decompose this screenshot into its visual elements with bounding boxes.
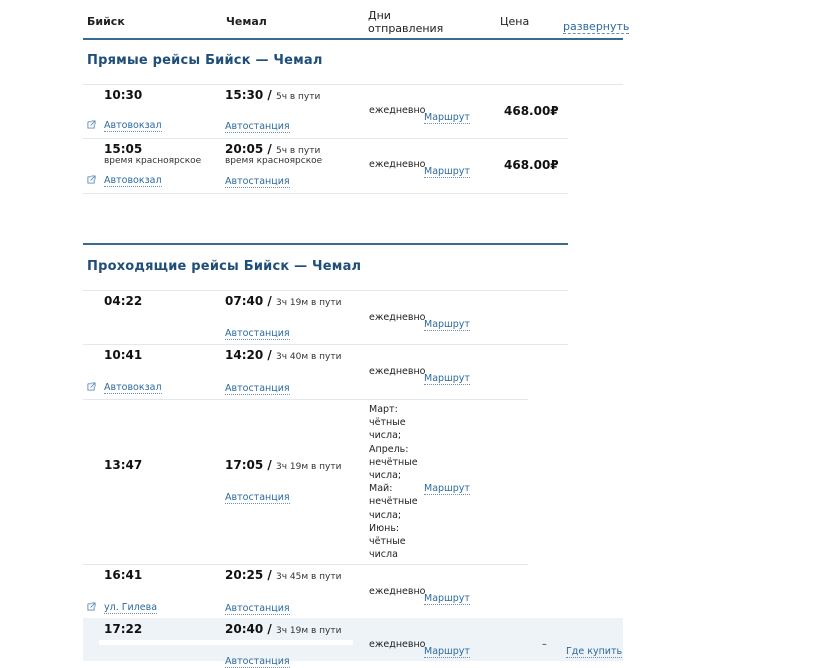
column-header-price: Цена: [500, 15, 530, 28]
departure-time: 16:41: [104, 568, 143, 582]
route-link[interactable]: Маршрут: [424, 593, 470, 604]
arrival-time: 20:40: [225, 622, 264, 636]
price: 468.00₽: [504, 104, 559, 118]
arrival-time-group: 07:40 / 3ч 19м в пути: [225, 294, 342, 308]
duration: 3ч 19м в пути: [275, 298, 342, 308]
duration: 3ч 40м в пути: [275, 352, 342, 362]
arrival-time-group: 20:40 / 3ч 19м в пути: [225, 622, 342, 636]
arrival-stop-link[interactable]: Автостанция: [225, 492, 290, 503]
external-link-icon: [87, 114, 96, 133]
external-link-icon: [87, 596, 96, 615]
schedule-days: Март: чётные числа; Апрель: нечётные числа; Май: нечётные числа; Июнь: чётные числа: [369, 404, 418, 561]
header-divider: [83, 38, 623, 40]
arrival-stop-link[interactable]: Автостанция: [225, 603, 290, 614]
arrival-stop-link[interactable]: Автостанция: [225, 328, 290, 339]
external-link-icon: [87, 169, 96, 188]
route-link[interactable]: Маршрут: [424, 166, 470, 177]
route-link[interactable]: Маршрут: [424, 483, 470, 494]
where-to-buy-link[interactable]: Где купить: [566, 646, 623, 657]
route-link[interactable]: Маршрут: [424, 319, 470, 330]
arrival-stop-link[interactable]: Автостанция: [225, 656, 290, 667]
arrival-time: 15:30: [225, 88, 264, 102]
departure-stop-link[interactable]: Автовокзал: [104, 175, 162, 186]
expand-link[interactable]: развернуть: [563, 20, 630, 33]
external-link-icon: [87, 376, 96, 395]
section-divider: [83, 243, 568, 245]
table-row[interactable]: [83, 290, 568, 344]
schedule-days: ежедневно: [369, 105, 426, 116]
arrival-time: 17:05: [225, 458, 264, 472]
arrival-time: 20:25: [225, 568, 264, 582]
row-overlay-bar: [99, 640, 353, 645]
departure-time-note: время красноярское: [104, 156, 202, 166]
departure-time: 04:22: [104, 294, 143, 308]
row-divider: [83, 193, 568, 194]
schedule-days: ежедневно: [369, 366, 426, 377]
duration: 3ч 19м в пути: [275, 462, 342, 472]
departure-time: 10:30: [104, 88, 143, 102]
arrival-time: 07:40: [225, 294, 264, 308]
arrival-time-group: 14:20 / 3ч 40м в пути: [225, 348, 342, 362]
table-row[interactable]: [83, 344, 568, 399]
arrival-time-group: 20:05 / 5ч в пути: [225, 142, 321, 156]
arrival-time-note: время красноярское: [225, 156, 323, 166]
price: 468.00₽: [504, 158, 559, 172]
section-title-transit: Проходящие рейсы Бийск — Чемал: [87, 259, 362, 274]
route-link[interactable]: Маршрут: [424, 646, 470, 657]
arrival-time: 20:05: [225, 142, 264, 156]
departure-stop-link[interactable]: ул. Гилева: [104, 602, 158, 613]
column-header-to: Чемал: [226, 15, 267, 28]
table-row[interactable]: [83, 564, 568, 618]
duration: 5ч в пути: [275, 146, 321, 156]
section-title-direct: Прямые рейсы Бийск — Чемал: [87, 53, 323, 68]
departure-stop-link[interactable]: Автовокзал: [104, 382, 162, 393]
schedule-days: ежедневно: [369, 586, 426, 597]
route-link[interactable]: Маршрут: [424, 112, 470, 123]
schedule-days: ежедневно: [369, 159, 426, 170]
table-row[interactable]: [83, 399, 568, 564]
arrival-stop-link[interactable]: Автостанция: [225, 383, 290, 394]
duration: 3ч 19м в пути: [275, 626, 342, 636]
departure-stop-link[interactable]: Автовокзал: [104, 120, 162, 131]
duration: 5ч в пути: [275, 92, 321, 102]
departure-time: 15:05: [104, 142, 143, 156]
schedule-days: ежедневно: [369, 639, 426, 650]
departure-time: 17:22: [104, 622, 143, 636]
arrival-stop-link[interactable]: Автостанция: [225, 121, 290, 132]
route-link[interactable]: Маршрут: [424, 373, 470, 384]
departure-time: 10:41: [104, 348, 143, 362]
table-row[interactable]: [83, 138, 623, 194]
column-header-days: Дни отправления: [368, 9, 444, 35]
column-header-from: Бийск: [87, 15, 125, 28]
arrival-time-group: 20:25 / 3ч 45м в пути: [225, 568, 342, 582]
arrival-time: 14:20: [225, 348, 264, 362]
duration: 3ч 45м в пути: [275, 572, 342, 582]
arrival-time-group: 15:30 / 5ч в пути: [225, 88, 321, 102]
table-row-highlighted[interactable]: [83, 618, 623, 667]
arrival-stop-link[interactable]: Автостанция: [225, 176, 290, 187]
table-row[interactable]: [83, 84, 623, 138]
price: –: [542, 639, 547, 650]
schedule-days: ежедневно: [369, 312, 426, 323]
departure-time: 13:47: [104, 458, 143, 472]
arrival-time-group: 17:05 / 3ч 19м в пути: [225, 458, 342, 472]
